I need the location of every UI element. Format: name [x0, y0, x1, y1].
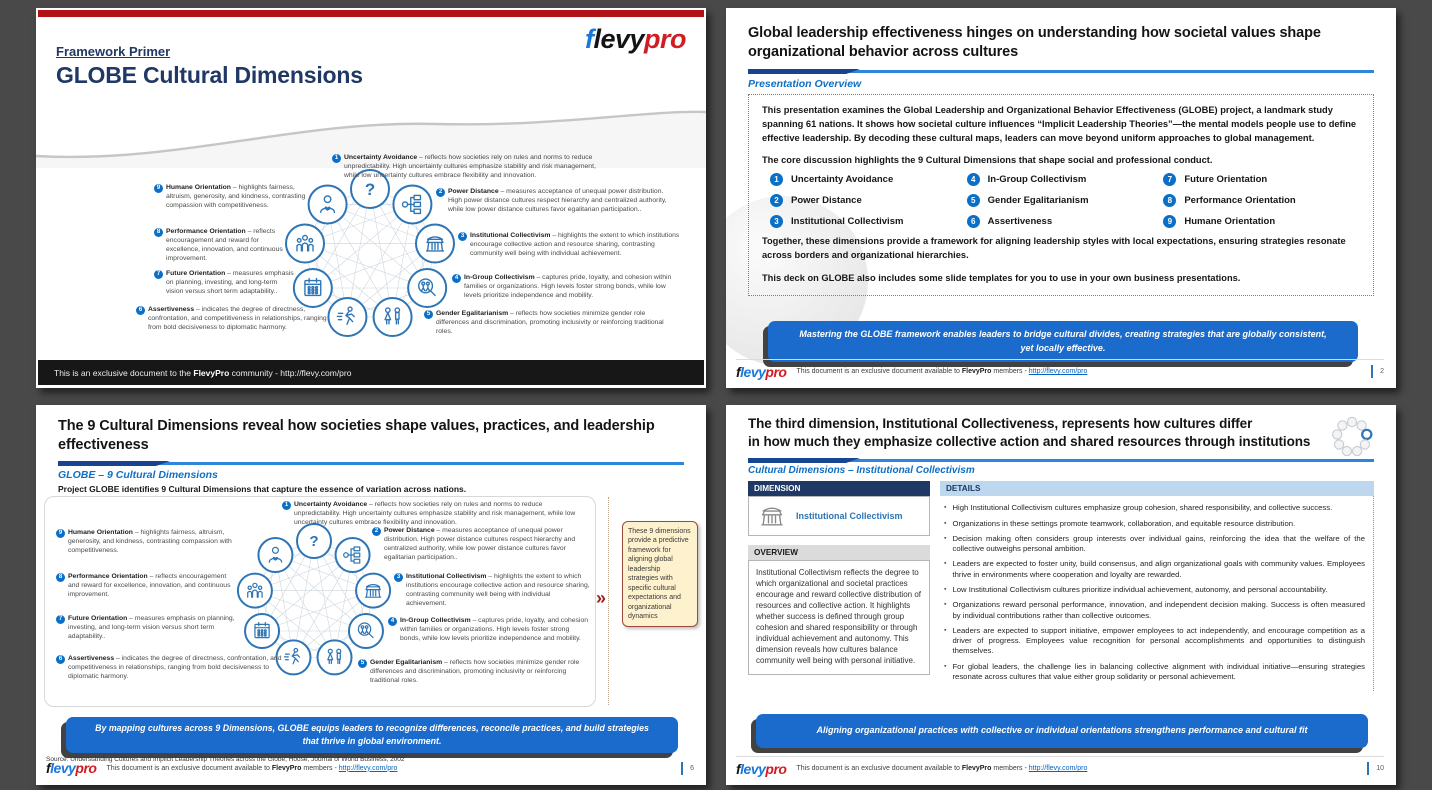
details-list [940, 496, 1374, 691]
dimension-item-3 [458, 232, 680, 259]
temple-icon [416, 225, 454, 263]
flevypro-logo: flevypro [46, 760, 97, 776]
dimension-text: Assertiveness – indicates the degree of directness, confrontation, and competitiveness in relationships, ranging from bold decisiveness to diplomatic harmony. [148, 306, 327, 331]
dimension-item-4 [388, 617, 590, 644]
bullet-icon: ▪ [944, 504, 947, 511]
dimension-name: Performance Orientation [1184, 195, 1296, 206]
details-bullet [944, 600, 1365, 620]
gender-icon [374, 298, 412, 336]
dimension-name: In-Group Collectivism [987, 174, 1087, 185]
dimension-list-item-6 [967, 215, 1164, 228]
temple-icon [755, 501, 789, 531]
dimension-name: Power Distance [791, 195, 862, 206]
dimension-number: 7 [56, 615, 65, 624]
dimension-list-grid [770, 173, 1360, 228]
dimension-item-7 [154, 270, 294, 297]
hierarchy-icon [336, 538, 370, 572]
bullet-icon: ▪ [944, 626, 947, 634]
dimension-number: 8 [154, 228, 163, 237]
headline-rule [748, 459, 1374, 462]
bullet-icon: ▪ [944, 560, 947, 568]
dimension-list-column [770, 173, 967, 228]
section-subtitle: Presentation Overview [748, 78, 862, 90]
dimension-text: Gender Egalitarianism – reflects how societies minimize gender role differences and discrimination, promoting inclusivity or reinforcing traditional roles. [436, 310, 664, 335]
footer-text: This is an exclusive document to the FlevyPro community - http://flevy.com/pro [54, 367, 352, 378]
dimension-text: Institutional Collectivism – highlights the extent to which institutions encourage collective action and resource sharing, contrasting community well being with individual achievement. [470, 232, 680, 257]
logo-f: f [584, 24, 594, 54]
bullet-icon: ▪ [944, 585, 947, 593]
dimension-number: 4 [388, 617, 397, 626]
dimension-list-item-1 [770, 173, 967, 186]
flevy-link[interactable]: http://flevy.com/pro [1028, 368, 1088, 375]
bullet-text: Organizations reward personal performance, innovation, and independent decision making. Success is often measured by individual contributions rather than collective outcomes. [952, 600, 1365, 620]
bullet-text: High Institutional Collectivism cultures emphasize group cohesion, shared responsibility, and collective success. [952, 503, 1333, 512]
dimension-number: 6 [56, 655, 65, 664]
dimension-number: 5 [424, 310, 433, 319]
dimension-text: Assertiveness – indicates the degree of directness, confrontation, and competitiveness in relationships, ranging from bold decisiveness to diplomatic harmony. [68, 655, 282, 680]
dimension-text: Future Orientation – measures emphasis on planning, investing, and long-term vision versus short term adaptability.. [166, 270, 294, 295]
svg-text:?: ? [364, 179, 376, 199]
dimension-number: 9 [1163, 215, 1176, 228]
page-number-bar [1367, 762, 1369, 775]
details-bullet [944, 534, 1365, 554]
details-bullet [944, 503, 1365, 514]
exclusive-footer-bar [38, 360, 704, 385]
key-takeaway-banner: By mapping cultures across 9 Dimensions, GLOBE equips leaders to recognize differences, reconcile practices, and build strategies that thrive in global environment. [66, 717, 678, 753]
dimension-number: 3 [458, 232, 467, 241]
details-bullet [944, 585, 1365, 596]
dimension-list-item-5 [967, 194, 1164, 207]
dimension-header: DIMENSION [748, 481, 930, 496]
dimension-text: Institutional Collectivism – highlights the extent to which institutions encourage collective action and resource sharing, contrasting community well being with individual achievement. [406, 573, 590, 607]
runner-icon [328, 298, 366, 336]
dimension-card [748, 496, 930, 536]
bullet-text: Leaders are expected to foster unity, build consensus, and align organizational goals with community values. Employees thrive in environments where cooperation and loyalty are rewarded. [952, 559, 1365, 579]
footer-text: This document is an exclusive document available to FlevyPro members - http://flevy.com/pro [106, 764, 398, 772]
flevy-link[interactable]: http://flevy.com/pro [1028, 765, 1088, 772]
dimension-number: 2 [372, 527, 381, 536]
dimension-number: 1 [770, 173, 783, 186]
dimension-name: Gender Egalitarianism [987, 195, 1089, 206]
flevypro-logo [585, 24, 686, 55]
bullet-text: Leaders are expected to support initiative, empower employees to act independently, and encourage competition as a driver of progress. Employees value recognition for personal accomplishments and opportunities to distinguish themselves. [952, 625, 1365, 656]
dimension-number: 7 [154, 270, 163, 279]
dimension-number: 2 [436, 188, 445, 197]
yellow-callout: These 9 dimensions provide a predictive framework for aligning global leadership strategies with specific cultural expectations and organizational dynamics [622, 521, 698, 627]
footer-text: This document is an exclusive document available to FlevyPro members - http://flevy.com/pro [796, 765, 1088, 772]
page-number-bar [681, 762, 683, 775]
dimension-text: Uncertainty Avoidance – reflects how societies rely on rules and norms to reduce unpredictability. High uncertainty cultures emphasize stability and risk management, while low uncertainty cultures embrace flexibility and innovation. [294, 501, 576, 526]
dimension-item-8 [56, 573, 236, 600]
people-icon [286, 225, 324, 263]
dimension-text: Power Distance – measures acceptance of unequal power distribution. High power distance cultures respect hierarchy and centralized authority, while low power distance cultures favor egalitarian participation.. [384, 527, 576, 561]
flevypro-logo: flevypro [736, 760, 787, 777]
dimension-text: Performance Orientation – reflects encouragement and reward for excellence, innovation, and continuous improvement. [68, 573, 231, 598]
slide-headline [748, 415, 1316, 451]
dimension-column [748, 481, 930, 675]
group-search-icon [349, 614, 383, 648]
slide-nine-dimensions [36, 405, 706, 785]
dimension-number: 2 [770, 194, 783, 207]
dimension-number: 8 [56, 573, 65, 582]
dimension-number: 5 [358, 659, 367, 668]
dimension-text: Gender Egalitarianism – reflects how societies minimize gender role differences and discrimination, promoting inclusivity or reinforcing traditional roles. [370, 659, 580, 684]
people-icon [238, 574, 272, 608]
dimension-number: 3 [394, 573, 403, 582]
page-number-area [1367, 762, 1384, 775]
slide-footer [736, 756, 1384, 780]
dimension-list-column [1163, 173, 1360, 228]
dimension-number: 6 [967, 215, 980, 228]
dimension-item-3 [394, 573, 592, 609]
dimension-number: 4 [967, 173, 980, 186]
flevy-link[interactable]: http://flevy.com/pro [338, 764, 398, 772]
dimension-item-6 [56, 655, 288, 682]
headline-rule [748, 70, 1374, 73]
dimension-item-7 [56, 615, 246, 642]
forward-chevron-icon: » [596, 588, 607, 608]
overview-text-box [748, 94, 1374, 296]
dimension-number: 1 [332, 154, 341, 163]
details-column [940, 481, 1374, 691]
group-search-icon [408, 269, 446, 307]
dimension-name: Assertiveness [987, 216, 1053, 227]
overview-paragraph-1: This presentation examines the Global Leadership and Organizational Behavior Effectiveness (GLOBE) project, a landmark study spanning 61 nations. It shows how societal culture influences “Implicit Leadership Theories”—the mental models people use to define effective leadership. By decoding these cultural maps, leaders can move beyond uniform approaches to global management. [762, 105, 1357, 143]
dimension-item-2 [372, 527, 590, 563]
document-title: GLOBE Cultural Dimensions [56, 62, 363, 88]
dimension-text: Humane Orientation – highlights fairness, altruism, generosity, and kindness, contrasting compassion with competitiveness. [166, 184, 306, 209]
dimension-number: 3 [770, 215, 783, 228]
page-number: 2 [1380, 368, 1384, 375]
dimension-text: Humane Orientation – highlights fairness, altruism, generosity, and kindness, contrasting compassion with competitiveness. [68, 529, 232, 554]
dimension-number: 1 [282, 501, 291, 510]
lead-sentence: Project GLOBE identifies 9 Cultural Dimensions that capture the essence of variation across nations. [58, 484, 467, 494]
page-number-area [681, 762, 694, 775]
dimension-text: In-Group Collectivism – captures pride, loyalty, and cohesion within families or organizations. High levels foster strong bonds, while low levels prioritize independence and mobility. [400, 617, 589, 642]
dimension-item-2 [436, 188, 676, 215]
dimension-item-5 [424, 310, 676, 337]
dimension-list-item-4 [967, 173, 1164, 186]
flevypro-logo: flevypro [736, 363, 787, 380]
dimension-number: 9 [56, 529, 65, 538]
dimension-number: 8 [1163, 194, 1176, 207]
headline-line-2: in how much they emphasize collective action and shared resources through institutions [748, 433, 1311, 449]
overview-paragraph-3: Together, these dimensions provide a framework for aligning leadership styles with local expectations, ensuring strategies resonate across borders and organizational hierarchies. [762, 236, 1346, 260]
headline-line-1: The third dimension, Institutional Collectiveness, represents how cultures differ [748, 416, 1253, 431]
bullet-text: Decision making often considers group interests over individual gains, reinforcing the idea that the welfare of the collective outweighs personal ambition. [952, 534, 1365, 554]
dimension-number: 5 [967, 194, 980, 207]
dimension-text: Performance Orientation – reflects encouragement and reward for excellence, innovation, and continuous improvement. [166, 228, 283, 262]
slide-headline: Global leadership effectiveness hinges on understanding how societal values shape organizational behavior across cultures [748, 25, 1321, 61]
dimension-list-column [967, 173, 1164, 228]
dimension-number: 6 [136, 306, 145, 315]
hierarchy-icon [393, 185, 431, 223]
bullet-icon: ▪ [944, 535, 947, 542]
person-heart-icon [309, 185, 347, 223]
slide-headline: The 9 Cultural Dimensions reveal how societies shape values, practices, and leadership effectiveness [58, 418, 655, 454]
temple-icon [356, 574, 390, 608]
page-number: 6 [690, 764, 694, 772]
dimension-list-item-2 [770, 194, 967, 207]
nine-dots-ring-icon [1326, 411, 1378, 463]
dimension-name: Humane Orientation [1184, 216, 1276, 227]
person-heart-icon [258, 538, 292, 572]
dimension-item-1 [332, 154, 602, 181]
details-header: DETAILS [940, 481, 1374, 496]
overview-card: Institutional Collectivism reflects the degree to which organizational and societal practices encourage and reward collective distribution of resources and collective action. It highlights whether success is defined through group cohesion and shared responsibility or through individual achievement and autonomy. This dimension reveals how cultures balance community well being with personal initiative. [748, 560, 930, 675]
overview-paragraph-4: This deck on GLOBE also includes some slide templates for you to use in your own business presentations. [762, 272, 1241, 283]
page-number-area [1371, 365, 1384, 378]
dimension-item-8 [154, 228, 284, 264]
details-bullet [944, 626, 1365, 657]
dimension-item-4 [452, 274, 680, 301]
dimension-list-item-3 [770, 215, 967, 228]
dimension-item-9 [56, 529, 258, 556]
gender-icon [318, 640, 352, 674]
dimension-list-item-7 [1163, 173, 1360, 186]
footer-text: This document is an exclusive document available to FlevyPro members - http://flevy.com/pro [796, 368, 1088, 375]
source-citation: Source: Understanding Cultures and Implicit Leadership Theories across the Globe, House, Journal of World Business, 2002 [46, 756, 405, 763]
slide-title-page [36, 8, 706, 388]
bullet-text: Organizations in these settings promote teamwork, collaboration, and equitable resource distribution. [952, 518, 1296, 528]
dimension-name: Institutional Collectivism [791, 216, 904, 227]
slide-institutional-collectivism [726, 405, 1396, 785]
section-subtitle: Cultural Dimensions – Institutional Collectivism [748, 465, 975, 476]
dimension-text: In-Group Collectivism – captures pride, loyalty, and cohesion within families or organizations. High levels foster strong bonds, while low levels prioritize independence and mobility. [464, 274, 672, 299]
slide-presentation-overview [726, 8, 1396, 388]
dimension-list-item-9 [1163, 215, 1360, 228]
key-takeaway-banner: Aligning organizational practices with collective or individual orientations strengthens performance and cultural fit [756, 714, 1368, 748]
dimension-text: Power Distance – measures acceptance of unequal power distribution. High power distance cultures respect hierarchy and centralized authority, while low power distance cultures favor egalitarian participation.. [448, 188, 667, 213]
logo-pro: pro [644, 24, 686, 54]
overview-header: OVERVIEW [748, 545, 930, 560]
overview-paragraph-2: The core discussion highlights the 9 Cultural Dimensions that shape social and professional conduct. [762, 155, 1213, 166]
dimension-item-6 [136, 306, 328, 333]
calendar-icon [245, 614, 279, 648]
page-number-bar [1371, 365, 1373, 378]
bullet-icon: ▪ [944, 662, 947, 670]
question-icon [297, 524, 331, 558]
bullet-icon: ▪ [944, 519, 947, 527]
details-bullet [944, 519, 1365, 530]
headline-rule [58, 462, 684, 465]
bullet-icon: ▪ [944, 601, 947, 609]
slide-footer [736, 359, 1384, 383]
section-subtitle: GLOBE – 9 Cultural Dimensions [58, 469, 218, 481]
dimension-text: Uncertainty Avoidance – reflects how societies rely on rules and norms to reduce unpredictability. High uncertainty cultures emphasize stability and risk management, while low uncertainty cultures embrace flexibility and innovation. [344, 154, 596, 179]
details-bullet [944, 662, 1365, 682]
dimension-name: Future Orientation [1184, 174, 1268, 185]
dimension-list-item-8 [1163, 194, 1360, 207]
svg-text:?: ? [309, 533, 319, 551]
dimension-name: Institutional Collectivism [796, 510, 903, 521]
logo-levy: levy [593, 24, 644, 54]
page-number: 10 [1376, 765, 1384, 772]
dimension-item-5 [358, 659, 594, 686]
dimension-number: 9 [154, 184, 163, 193]
document-kicker: Framework Primer [56, 44, 171, 59]
top-red-bar [38, 10, 704, 17]
dotted-divider [608, 497, 609, 705]
details-bullet [944, 559, 1365, 579]
bullet-text: Low Institutional Collectivism cultures prioritize individual achievement, autonomy, and personal accountability. [952, 584, 1328, 594]
dimension-item-9 [154, 184, 306, 211]
dimension-text: Future Orientation – measures emphasis on planning, investing, and long-term vision versus short term adaptability.. [68, 615, 235, 640]
slide-footer [46, 756, 694, 780]
dimension-item-1 [282, 501, 582, 528]
dimension-number: 7 [1163, 173, 1176, 186]
dimension-name: Uncertainty Avoidance [791, 174, 894, 185]
dimension-number: 4 [452, 274, 461, 283]
calendar-icon [294, 269, 332, 307]
bullet-text: For global leaders, the challenge lies in balancing collective alignment with individual initiative—ensuring strategies resonate across cultures that value either group solidarity or personal achievement. [952, 661, 1365, 681]
key-takeaway-banner: Mastering the GLOBE framework enables leaders to bridge cultural divides, creating strategies that are globally consistent, yet locally effective. [768, 321, 1358, 362]
